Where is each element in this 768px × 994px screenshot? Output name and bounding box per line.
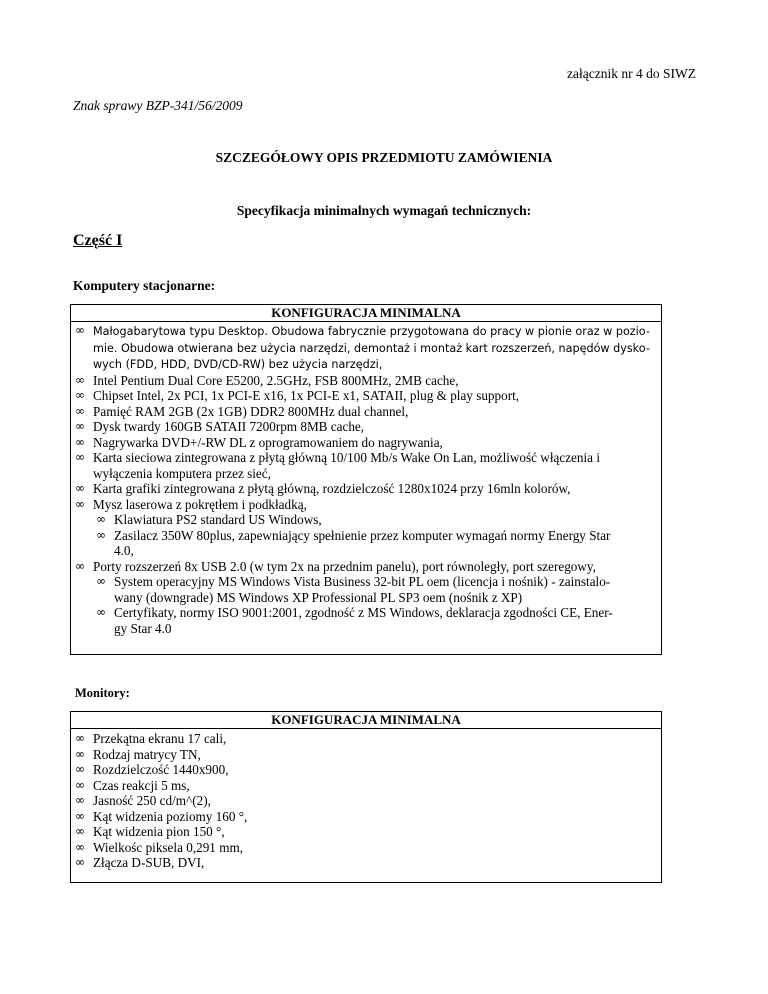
bullet-icon: ∞ <box>75 481 85 495</box>
list-item-text: Kąt widzenia pion 150 °, <box>93 824 225 839</box>
list-item-text: Porty rozszerzeń 8x USB 2.0 (w tym 2x na przednim panelu), port równoległy, port szeregowy, <box>93 558 596 574</box>
list-item-text: Jasność 250 cd/m^(2), <box>93 793 211 808</box>
bullet-icon: ∞ <box>96 527 106 542</box>
list-item <box>71 559 661 575</box>
bullet-icon: ∞ <box>75 808 85 823</box>
list-item <box>71 778 661 794</box>
spec-table-computers <box>70 304 662 655</box>
list-item-text: Rodzaj matrycy TN, <box>93 746 201 762</box>
list-item-text-continued: mie. Obudowa otwierana bez użycia narzędzi, demontaż i montaż kart rozszerzeń, napędów dysko- <box>93 341 650 355</box>
list-item-text: Złącza D-SUB, DVI, <box>93 855 205 870</box>
list-item-text: Pamięć RAM 2GB (2x 1GB) DDR2 800MHz dual channel, <box>93 403 409 419</box>
bullet-icon: ∞ <box>96 512 106 526</box>
table-header: KONFIGURACJA MINIMALNA <box>71 305 661 322</box>
list-item-text: Rozdzielczość 1440x900, <box>93 762 229 777</box>
bullet-icon: ∞ <box>75 419 85 433</box>
list-item <box>71 419 661 435</box>
bullet-icon: ∞ <box>75 731 85 745</box>
bullet-icon: ∞ <box>75 434 85 449</box>
document-subtitle: Specyfikacja minimalnych wymagań technicznych: <box>236 203 532 218</box>
list-item-text: Mysz laserowa z pokrętłem i podkładką, <box>93 496 307 512</box>
bullet-icon: ∞ <box>75 388 85 402</box>
list-item <box>71 323 661 373</box>
list-item-text: Intel Pentium Dual Core E5200, 2.5GHz, FSB 800MHz, 2MB cache, <box>93 372 459 388</box>
list-item-text: Klawiatura PS2 standard US Windows, <box>114 512 322 527</box>
bullet-icon: ∞ <box>75 558 85 573</box>
section-heading-computers: Komputery stacjonarne: <box>73 278 216 293</box>
list-item <box>71 809 661 825</box>
list-item <box>71 574 661 605</box>
table-header: KONFIGURACJA MINIMALNA <box>71 712 661 729</box>
list-item-text: Czas reakcji 5 ms, <box>93 777 190 793</box>
spec-table-monitors <box>70 711 662 883</box>
list-item <box>71 762 661 778</box>
list-item <box>71 528 661 559</box>
bullet-icon: ∞ <box>75 746 85 761</box>
bullet-icon: ∞ <box>75 777 85 792</box>
list-item-text: Przekątna ekranu 17 cali, <box>93 731 227 746</box>
list-item <box>71 435 661 451</box>
list-item-text: Kąt widzenia poziomy 160 °, <box>93 808 248 824</box>
list-item-text: Wielkośc piksela 0,291 mm, <box>93 839 244 855</box>
list-item <box>71 605 661 636</box>
spec-list-monitors <box>71 729 661 871</box>
document-title: SZCZEGÓŁOWY OPIS PRZEDMIOTU ZAMÓWIENIA <box>215 150 553 165</box>
list-item <box>71 824 661 840</box>
bullet-icon: ∞ <box>75 855 85 869</box>
list-item <box>71 481 661 497</box>
list-item-text: Chipset Intel, 2x PCI, 1x PCI-E x16, 1x PCI-E x1, SATAII, plug & play support, <box>93 388 520 403</box>
list-item <box>71 855 661 871</box>
list-item-text-continued: wyłączenia komputera przez sieć, <box>93 465 271 481</box>
list-item <box>71 731 661 747</box>
bullet-icon: ∞ <box>75 403 85 418</box>
list-item-text: Dysk twardy 160GB SATAII 7200rpm 8MB cache, <box>93 419 365 434</box>
attachment-label: załącznik nr 4 do SIWZ <box>567 66 696 81</box>
list-item-text-continued: gy Star 4.0 <box>114 620 172 636</box>
bullet-icon: ∞ <box>96 574 106 588</box>
bullet-icon: ∞ <box>75 824 85 838</box>
bullet-icon: ∞ <box>75 450 85 464</box>
list-item-text: Karta grafiki zintegrowana z płytą główną, rozdzielczość 1280x1024 przy 16mln kolorów, <box>93 481 571 496</box>
list-item <box>71 450 661 481</box>
list-item-text: Karta sieciowa zintegrowana z płytą główną 10/100 Mb/s Wake On Lan, możliwość włączenia i <box>93 450 600 465</box>
bullet-icon: ∞ <box>75 323 85 337</box>
list-item-text: System operacyjny MS Windows Vista Business 32-bit PL oem (licencja i nośnik) - zainstalo- <box>114 574 611 589</box>
list-item <box>71 497 661 513</box>
list-item-text-continued: 4.0, <box>114 543 134 558</box>
list-item <box>71 840 661 856</box>
bullet-icon: ∞ <box>75 372 85 387</box>
spec-list-computers <box>71 322 661 636</box>
part-heading: Część I <box>73 232 123 249</box>
section-heading-monitors: Monitory: <box>75 686 130 700</box>
bullet-icon: ∞ <box>75 839 85 854</box>
list-item <box>71 747 661 763</box>
list-item <box>71 793 661 809</box>
list-item <box>71 388 661 404</box>
bullet-icon: ∞ <box>75 793 85 807</box>
list-item-text: Małogabarytowa typu Desktop. Obudowa fabrycznie przygotowana do pracy w pionie oraz w pozio- <box>93 325 650 338</box>
bullet-icon: ∞ <box>96 605 106 619</box>
list-item <box>71 404 661 420</box>
bullet-icon: ∞ <box>75 762 85 776</box>
list-item-text: Nagrywarka DVD+/-RW DL z oprogramowaniem do nagrywania, <box>93 434 443 450</box>
list-item-text-continued: wych (FDD, HDD, DVD/CD-RW) bez użycia narzędzi, <box>93 358 383 371</box>
list-item <box>71 512 661 528</box>
list-item-text-continued: wany (downgrade) MS Windows XP Professional PL SP3 oem (nośnik z XP) <box>114 589 523 605</box>
list-item-text: Certyfikaty, normy ISO 9001:2001, zgodność z MS Windows, deklaracja zgodności CE, Ener- <box>114 605 613 620</box>
list-item <box>71 373 661 389</box>
list-item-text: Zasilacz 350W 80plus, zapewniający spełnienie przez komputer wymagań normy Energy Star <box>114 527 611 543</box>
case-reference: Znak sprawy BZP-341/56/2009 <box>73 98 243 113</box>
bullet-icon: ∞ <box>75 496 85 511</box>
